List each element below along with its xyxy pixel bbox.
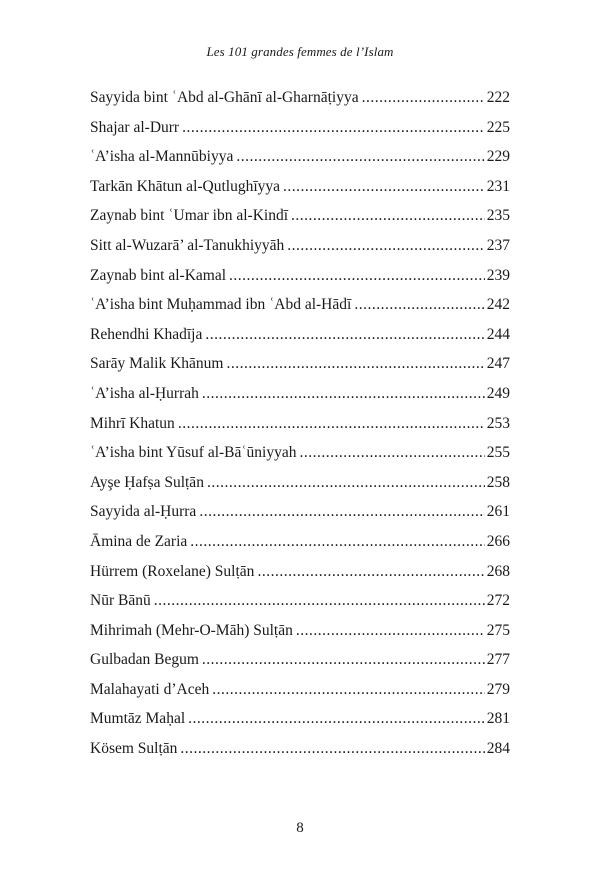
toc-entry-title: Rehendhi Khadīja xyxy=(90,325,203,343)
toc-entry-page: 237 xyxy=(486,236,510,254)
toc-entry-page: 231 xyxy=(486,177,510,195)
toc-entry-title: Tarkān Khātun al-Qutlughīyya xyxy=(90,177,281,195)
toc-entry-title: Ayşe Ḥafṣa Sulṭān xyxy=(90,473,204,491)
toc-entry-title: Sitt al-Wuzarā’ al-Tanukhiyyāh xyxy=(90,236,285,254)
dot-leader xyxy=(229,267,485,285)
toc-entry-page: 222 xyxy=(486,89,510,106)
dot-leader xyxy=(287,237,484,255)
dot-leader xyxy=(362,89,485,107)
toc-entry xyxy=(90,326,510,356)
toc-entry-page: 225 xyxy=(486,118,510,136)
toc-entry xyxy=(90,178,510,208)
toc-entry-title: Sarāy Malik Khānum xyxy=(90,355,224,373)
dot-leader xyxy=(190,533,484,551)
toc-entry-title: Kösem Sulṭān xyxy=(90,740,178,758)
toc-entry-title: Shajar al-Durr xyxy=(90,118,180,136)
toc-entry xyxy=(90,89,510,119)
toc-entry xyxy=(90,148,510,178)
dot-leader xyxy=(207,474,485,492)
toc-entry-page: 268 xyxy=(486,562,510,580)
toc-entry-title: Zaynab bint ʿUmar ibn al-Kindī xyxy=(90,207,289,225)
toc-entry-page: 235 xyxy=(486,207,510,225)
toc-entry xyxy=(90,563,510,593)
toc-entry xyxy=(90,355,510,385)
dot-leader xyxy=(257,563,484,581)
toc-entry-title: Mihrī Khatun xyxy=(90,414,175,432)
toc-entry-title: Zaynab bint al-Kamal xyxy=(90,266,227,284)
toc-entry-page: 284 xyxy=(486,740,510,758)
toc-entry-page: 281 xyxy=(486,710,510,728)
toc-entry-title: ʿA’isha bint Muḥammad ibn ʿAbd al-Hādī xyxy=(90,296,352,314)
toc-entry xyxy=(90,267,510,297)
toc-entry-page: 244 xyxy=(486,325,510,343)
toc-entry-title: Nūr Bānū xyxy=(90,592,151,610)
toc-entry xyxy=(90,119,510,149)
dot-leader xyxy=(212,681,485,699)
toc-entry-title: ʿA’isha al-Mannūbiyya xyxy=(90,148,234,166)
toc-entry-page: 258 xyxy=(486,473,510,491)
toc-entry xyxy=(90,533,510,563)
dot-leader xyxy=(205,326,484,344)
dot-leader xyxy=(354,296,484,314)
toc-entry-title: Mihrimah (Mehr-O-Māh) Sulṭān xyxy=(90,621,293,639)
dot-leader xyxy=(236,148,484,166)
page-number: 8 xyxy=(296,820,304,836)
dot-leader xyxy=(180,740,484,758)
toc-entry xyxy=(90,415,510,445)
dot-leader xyxy=(182,119,485,137)
toc-entry xyxy=(90,622,510,652)
toc-entry-title: Sayyida al-Ḥurra xyxy=(90,503,197,521)
toc-entry xyxy=(90,444,510,474)
toc-entry-title: ʿA’isha al-Ḥurrah xyxy=(90,384,199,402)
toc-entry-page: 275 xyxy=(486,621,510,639)
dot-leader xyxy=(154,592,485,610)
toc-entry xyxy=(90,651,510,681)
toc-entry xyxy=(90,237,510,267)
toc-entry xyxy=(90,740,510,770)
toc-entry xyxy=(90,503,510,533)
toc-entry-page: 255 xyxy=(486,444,510,462)
toc-entry xyxy=(90,385,510,415)
toc-entry-title: Hürrem (Roxelane) Sulṭān xyxy=(90,562,255,580)
toc-entry-title: Gulbadan Begum xyxy=(90,651,199,669)
toc-entry-title: Sayyida bint ʿAbd al-Ghānī al-Gharnāṭiyya xyxy=(90,89,359,106)
dot-leader xyxy=(226,355,484,373)
dot-leader xyxy=(291,207,485,225)
toc-entry xyxy=(90,296,510,326)
dot-leader xyxy=(178,415,485,433)
dot-leader xyxy=(299,444,484,462)
dot-leader xyxy=(296,622,485,640)
toc-entry-title: ʿA’isha bint Yūsuf al-Bāʿūniyyah xyxy=(90,444,297,462)
toc-entry xyxy=(90,474,510,504)
toc-entry xyxy=(90,592,510,622)
dot-leader xyxy=(202,651,485,669)
running-head-title: Les 101 grandes femmes de l’Islam xyxy=(206,44,394,59)
toc-entry-title: Malahayati d’Aceh xyxy=(90,680,210,698)
toc-entry-page: 266 xyxy=(486,532,510,550)
toc-entry-page: 249 xyxy=(486,384,510,402)
dot-leader xyxy=(188,710,485,728)
toc-entry xyxy=(90,710,510,740)
toc-entry-page: 247 xyxy=(486,355,510,373)
toc-entry-page: 277 xyxy=(486,651,510,669)
dot-leader xyxy=(283,178,485,196)
toc-entry-page: 253 xyxy=(486,414,510,432)
toc-entry-page: 229 xyxy=(486,148,510,166)
toc-entry xyxy=(90,681,510,711)
toc-entry-page: 279 xyxy=(486,680,510,698)
toc-entry-title: Āmina de Zaria xyxy=(90,532,188,550)
toc-entry-page: 261 xyxy=(486,503,510,521)
dot-leader xyxy=(202,385,485,403)
dot-leader xyxy=(199,503,484,521)
toc-entry-page: 239 xyxy=(486,266,510,284)
toc-entry-title: Mumtāz Maḥal xyxy=(90,710,186,728)
toc-entry-page: 272 xyxy=(486,592,510,610)
table-of-contents xyxy=(90,89,510,770)
toc-entry-page: 242 xyxy=(486,296,510,314)
toc-entry xyxy=(90,207,510,237)
